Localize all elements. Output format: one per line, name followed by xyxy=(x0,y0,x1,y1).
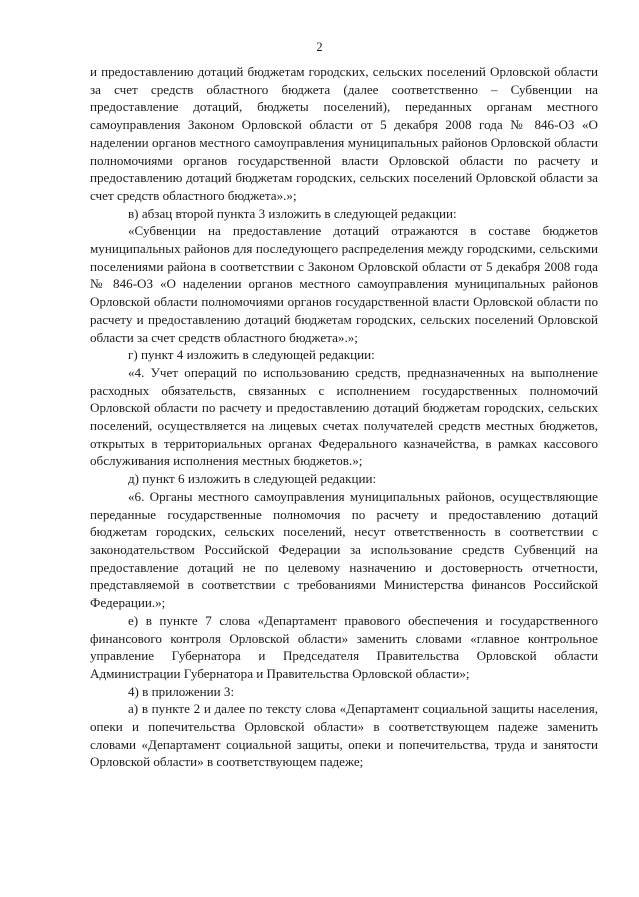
paragraph-section-4-item-a: а) в пункте 2 и далее по тексту слова «Департамент социальной защиты населения, опеки и попечительства Орловской области» в соответствующем падеже заменить словами «Департамент социальной защиты, опеки и попечительства, труда и занятости Орловской области» в соответствующем падеже; xyxy=(90,701,598,770)
paragraph-item-v-text: «Субвенции на предоставление дотаций отражаются в составе бюджетов муниципальных районов для последующего распределения между городскими, сельскими поселениями района в соответствии с Законом Орловской области от 5 декабря 2008 года № 846-ОЗ «О наделении органов местного самоуправления муниципальных районов Орловской области полномочиями органов государственной власти Орловской области по расчету и предоставлению дотаций бюджетам городских, сельских поселений Орловской области за счет средств областного бюджета».»; xyxy=(90,223,598,345)
paragraph-section-4-heading: 4) в приложении 3: xyxy=(128,683,235,699)
paragraph-item-g-heading: г) пункт 4 изложить в следующей редакции: xyxy=(128,347,375,363)
paragraph-item-d-text: «6. Органы местного самоуправления муниципальных районов, осуществляющие переданные государственные полномочия по расчету и предоставлению дотаций бюджетам городских, сельских поселений, несут ответственность в соответствии с законодательством Российской Федерации за использование средств Субвенций на предоставление дотаций не по целевому назначению и достоверность отчетности, представляемой в соответствии с требованиями Министерства финансов Российской Федерации.»; xyxy=(90,488,598,611)
paragraph-item-g-text: «4. Учет операций по использованию средств, предназначенных на выполнение расходных обязательств, связанных с исполнением государственных полномочий Орловской области по расчету и предоставлению дотаций бюджетам городских, сельских поселений, осуществляется на лицевых счетах получателей средств местных бюджетов, открытых в территориальных органах Федерального казначейства, в рамках кассового обслуживания исполнения местных бюджетов.»; xyxy=(90,364,598,469)
paragraph-subsidies-definition: и предоставлению дотаций бюджетам городских, сельских поселений Орловской области за счет средств областного бюджета (далее соответственно – Субвенции на предоставление дотаций, бюджеты поселений), переданных органам местного самоуправления Законом Орловской области от 5 декабря 2008 года № 846-ОЗ «О наделении органов местного самоуправления муниципальных районов Орловской области полномочиями органов государственной власти Орловской области по расчету и предоставлению дотаций бюджетам городских, сельских поселений Орловской области за счет средств областного бюджета».»; xyxy=(90,64,598,203)
paragraph-item-e: е) в пункте 7 слова «Департамент правового обеспечения и государственного финансового контроля Орловской области» заменить словами «главное контрольное управление Губернатора и Председателя Правительства Орловской области Администрации Губернатора и Правительства Орловской области»; xyxy=(90,612,598,681)
document-body xyxy=(90,63,598,771)
paragraph-item-v-heading: в) абзац второй пункта 3 изложить в следующей редакции: xyxy=(128,205,457,221)
paragraph-item-d-heading: д) пункт 6 изложить в следующей редакции: xyxy=(128,471,377,487)
page-number: 2 xyxy=(316,40,323,54)
